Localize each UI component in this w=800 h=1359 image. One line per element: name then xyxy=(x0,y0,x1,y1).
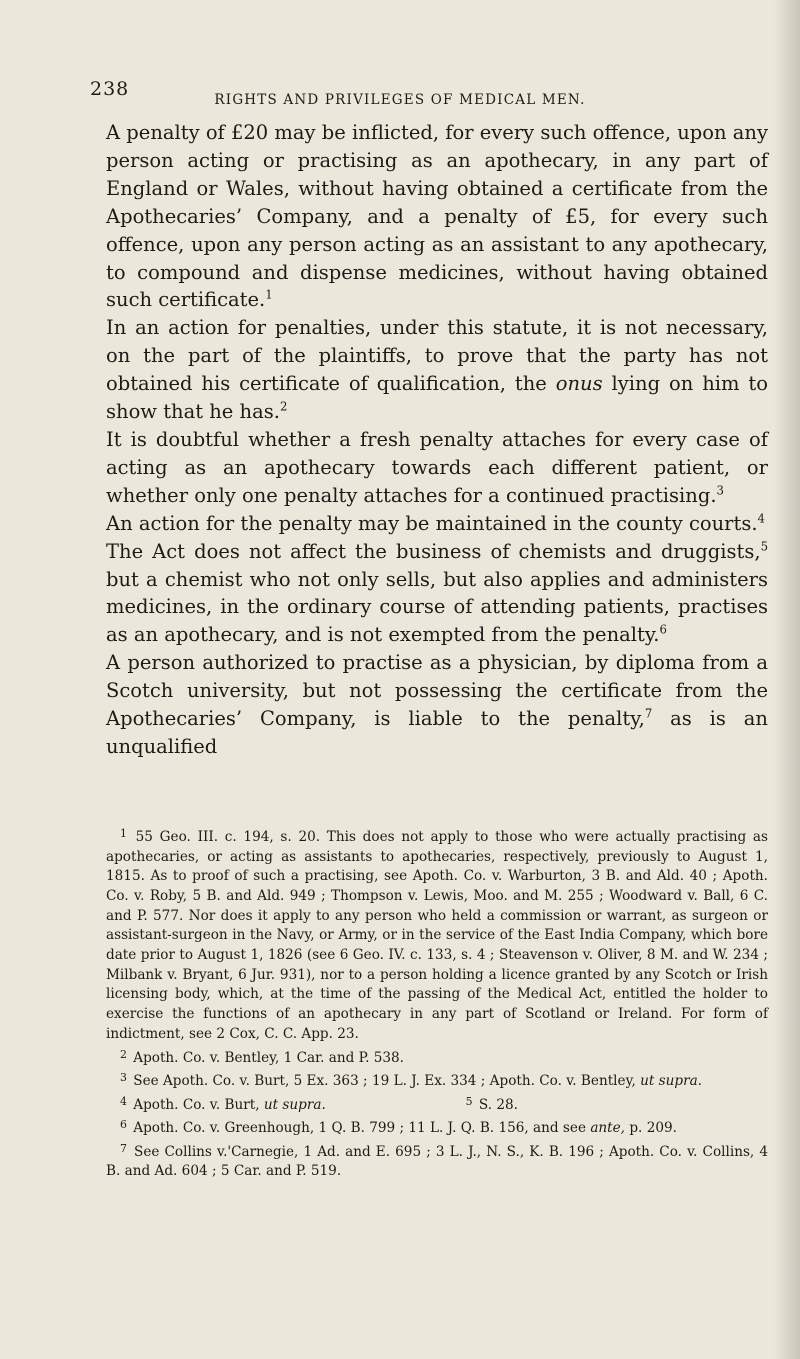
page-edge-shadow xyxy=(774,0,800,1359)
paragraph: A person authorized to practise as a physician, by diploma from a Scotch university, but not possessing the certificate from the Apothecaries’ Company, is liable to the penalty,$^7$ as is an unqualified xyxy=(106,651,768,758)
italic-term: onus xyxy=(555,372,603,396)
footnotes xyxy=(106,824,768,1182)
footnote: $^3$ See Apoth. Co. v. Burt, 5 Ex. 363 ; 19 L. J. Ex. 334 ; Apoth. Co. v. Bentley, ut supra. xyxy=(120,1071,703,1089)
paragraph: In an action for penalties, under this statute, it is not necessary, on the part of the plaintiffs, to prove that the party has not obtained his certificate of qualification, the onus lying on him to show that he has.$^2$ xyxy=(106,316,768,424)
footnote-pair xyxy=(106,1092,768,1116)
footnote-ref: 2 xyxy=(279,399,288,414)
running-title: RIGHTS AND PRIVILEGES OF MEDICAL MEN. xyxy=(214,92,586,108)
footnote-ref: 3 xyxy=(716,483,724,498)
page-number: 238 xyxy=(90,78,130,100)
footnote-ref: 1 xyxy=(265,287,273,302)
footnote: $^7$ See Collins v.'Carnegie, 1 Ad. and E. 695 ; 3 L. J., N. S., K. B. 196 ; Apoth. Co. v. Collins, 4 B. and Ad. 604 ; 5 Car. and P. 519. xyxy=(106,1141,768,1180)
footnote: $^5$ S. 28. xyxy=(465,1094,518,1113)
footnote-ref: 4 xyxy=(757,511,765,526)
footnote: $^6$ Apoth. Co. v. Greenhough, 1 Q. B. 799 ; 11 L. J. Q. B. 156, and see ante, p. 209. xyxy=(120,1118,677,1136)
footnote-ref: 7 xyxy=(644,706,653,721)
paragraph: It is doubtful whether a fresh penalty attaches for every case of acting as an apothecary towards each different patient, or whether only one penalty attaches for a continued practising.$^3$ xyxy=(106,427,768,507)
footnote: $^2$ Apoth. Co. v. Bentley, 1 Car. and P. 538. xyxy=(120,1047,404,1066)
footnote-ref: 5 xyxy=(760,539,768,554)
footnote-ref: 6 xyxy=(659,622,667,637)
paragraph: A penalty of £20 may be inflicted, for every such offence, upon any person acting or practising as an apothecary, in any part of England or Wales, without having obtained a certificate from the Apothecaries’ Company, and a penalty of £5, for every such offence, upon any person acting as an assistant to any apothecary, to compound and dispense medicines, without having obtained such certificate.$^1$ xyxy=(106,121,768,312)
paragraph: An action for the penalty may be maintained in the county courts.$^4$ xyxy=(106,511,765,535)
paragraph: The Act does not affect the business of chemists and druggists,$^5$ but a chemist who not only sells, but also applies and administers medicines, in the ordinary course of attending patients, practises as an apothecary, and is not exempted from the penalty.$^6$ xyxy=(106,539,768,647)
main-text xyxy=(106,119,768,761)
footnote: $^4$ Apoth. Co. v. Burt, ut supra. xyxy=(120,1094,326,1113)
footnote: $^1$ 55 Geo. III. c. 194, s. 20. This does not apply to those who were actually practising as apothecaries, or acting as assistants to apothecaries, respectively, previously to August 1, 1815. As to proof of such a practising, see Apoth. Co. v. Warburton, 3 B. and Ald. 40 ; Apoth. Co. v. Roby, 5 B. and Ald. 949 ; Thompson v. Lewis, Moo. and M. 255 ; Woodward v. Ball, 6 C. and P. 577. Nor does it apply to any person who held a commission or warrant, as surgeon or assistant-surgeon in the Navy, or Army, or in the service of the East India Company, which bore date prior to August 1, 1826 (see 6 Geo. IV. c. 133, s. 4 ; Steavenson v. Oliver, 8 M. and W. 234 ; Milbank v. Bryant, 6 Jur. 931), nor to a person holding a licence granted by any Scotch or Irish licensing body, which, at the time of the passing of the Medical Act, entitled the holder to exercise the functions of an apothecary in any part of Scotland or Ireland. For form of indictment, see 2 Cox, C. C. App. 23. xyxy=(106,827,768,1042)
